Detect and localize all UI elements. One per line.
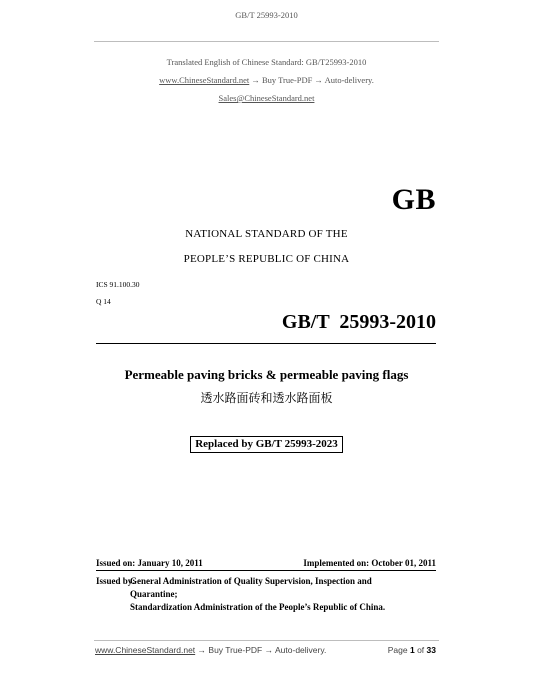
header-divider [94,41,439,42]
standard-code: GB/T 25993-2010 [281,311,436,333]
replaced-by-label: Replaced by GB/T 25993-2023 [195,438,338,450]
footer-purchase-line [95,645,326,655]
translated-line: Translated English of Chinese Standard: GB/T25993-2010 [166,57,367,67]
q-code: Q 14 [96,297,111,306]
dates-divider [96,570,436,571]
running-header: GB/T 25993-2010 [235,10,298,20]
site-link[interactable]: www.ChineseStandard.net [159,75,250,85]
gb-logo-mark: GB [391,183,436,216]
issued-by-label: Issued by: [96,576,136,586]
email-line [0,93,533,103]
footer-site-link[interactable]: www.ChineseStandard.net [95,645,196,655]
title-chinese: 透水路面砖和透水路面板 [200,391,333,405]
purchase-text: → Buy True-PDF → Auto-delivery. [249,75,374,85]
footer-purchase-text: → Buy True-PDF → Auto-delivery. [195,645,327,655]
issued-by-line1: General Administration of Quality Supervision, Inspection and [130,576,372,586]
national-standard-line2: PEOPLE’S REPUBLIC OF CHINA [183,253,350,265]
page-label: Page [387,645,408,655]
purchase-line [0,75,533,85]
email-link[interactable]: Sales@ChineseStandard.net [218,93,315,103]
implemented-on: Implemented on: October 01, 2011 [303,558,436,568]
replaced-by-box[interactable] [190,436,343,453]
footer-divider [94,640,439,641]
title-divider [96,343,436,344]
national-standard-line1: NATIONAL STANDARD OF THE [185,228,348,240]
page-of: of [417,645,425,655]
page-total: 33 [426,645,436,655]
title-english: Permeable paving bricks & permeable paving flags [124,367,409,382]
page-indicator [388,645,436,655]
issued-by-line2: Quarantine; [130,589,178,599]
page-current: 1 [409,645,415,655]
ics-code: ICS 91.100.30 [96,280,140,289]
issued-on: Issued on: January 10, 2011 [96,558,203,568]
issued-by-line3: Standardization Administration of the People’s Republic of China. [130,602,386,612]
